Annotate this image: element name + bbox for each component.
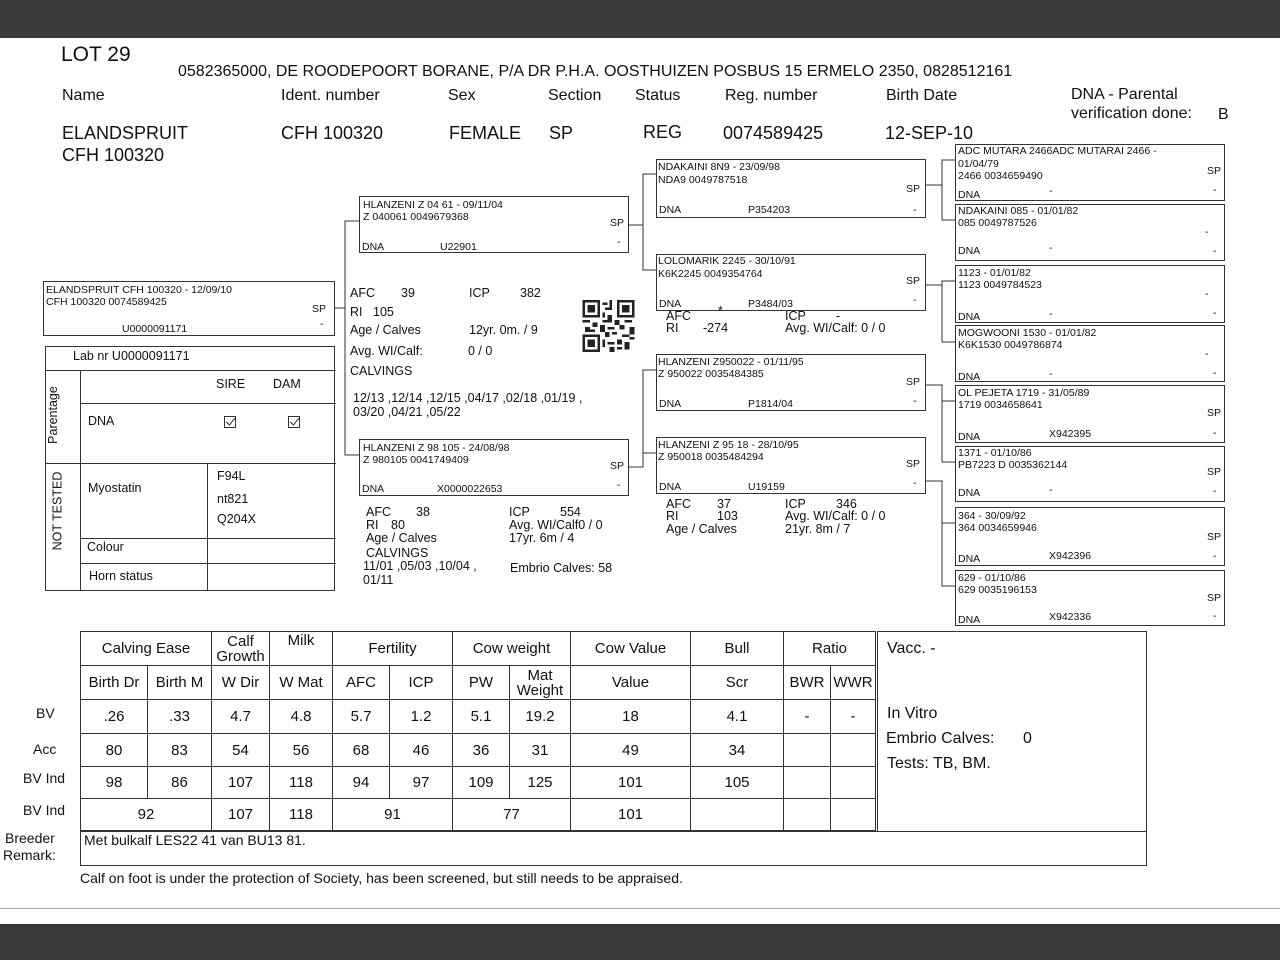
gp2-sp: SP	[906, 275, 921, 287]
dam-line-2: Z 980105 0041749409	[363, 454, 469, 466]
dam-dash: -	[617, 479, 621, 491]
bv-cell: 4.1	[691, 700, 784, 734]
gp1-line-1: NDAKAINI 8N9 - 23/09/98	[658, 161, 780, 173]
dam-cal-1: 11/01 ,05/03 ,10/04 ,	[363, 559, 477, 573]
ggp1-sp: SP	[1207, 165, 1222, 177]
dam-dna-label: DNA	[362, 483, 385, 495]
dam-line-1: HLANZENI Z 98 105 - 24/08/98	[363, 442, 510, 454]
row-label-bv: BV	[36, 705, 55, 721]
ggp6-sp: SP	[1207, 466, 1222, 478]
bvind-cell	[831, 767, 876, 799]
acc-cell	[784, 734, 831, 767]
gp4-ri-l: RI	[666, 509, 679, 523]
gp3-line-2: Z 950022 0035484385	[658, 368, 764, 380]
gp2-dna-label: DNA	[659, 298, 682, 310]
ggp1-line-1: ADC MUTARA 2466ADC MUTARAI 2466 -	[958, 145, 1157, 157]
animal-name-1: ELANDSPRUIT	[62, 123, 189, 143]
dam-dna-value: X0000022653	[437, 483, 503, 495]
animal-section: SP	[549, 123, 574, 143]
ggp3-dna-label: DNA	[958, 311, 981, 323]
ggp6-line-1: 1371 - 01/10/86	[958, 447, 1032, 459]
myostatin-f94l: F94L	[217, 469, 246, 483]
ggp3-dash: -	[1205, 288, 1209, 300]
acc-cell: 34	[691, 734, 784, 767]
gp4-dna-label: DNA	[659, 481, 682, 493]
sire-dna-label: DNA	[362, 241, 385, 253]
animal-name-2: CFH 100320	[62, 145, 165, 165]
ggp8-dna-value: X942336	[1049, 611, 1092, 623]
gp4-icp-l: ICP	[785, 497, 806, 511]
col-name: Name	[62, 87, 105, 104]
horn-label: Horn status	[89, 569, 153, 583]
dam-age-l: Age / Calves	[366, 531, 437, 545]
ggp8-dash: -	[1213, 610, 1217, 622]
acc-cell: 56	[270, 734, 333, 767]
bvind-cell: 86	[148, 767, 212, 799]
ggp7-dna-value: X942396	[1049, 550, 1092, 562]
subj-icp-v: 382	[520, 286, 541, 300]
ggp4-dna-value: -	[1049, 368, 1053, 380]
sub-mat-weight: Mat Weight	[510, 666, 571, 700]
acc-cell	[831, 734, 876, 767]
sub-bwr: BWR	[784, 666, 831, 700]
empty-cell	[831, 799, 876, 831]
subj-age-l: Age / Calves	[350, 323, 421, 337]
acc-cell: 80	[81, 734, 148, 767]
dam-cal-2: 01/11	[363, 573, 394, 587]
bv-ind-row	[81, 767, 876, 799]
bvind-cell: 97	[390, 767, 453, 799]
breeder-line: 0582365000, DE ROODEPOORT BORANE, P/A DR P.H.A. OOSTHUIZEN POSBUS 15 ERMELO 2350, 0828512161	[178, 63, 1013, 80]
subj-afc-l: AFC	[350, 286, 375, 300]
vacc-box	[877, 631, 1147, 832]
bvind-cell: 109	[453, 767, 510, 799]
dam-afc-l: AFC	[366, 505, 391, 519]
grp-cow-weight: Cow weight	[453, 632, 571, 666]
gp1-dna-value: P354203	[748, 204, 791, 216]
sub-wwr: WWR	[831, 666, 876, 700]
col-reg: Reg. number	[725, 87, 818, 104]
ggp3-dash-2: -	[1213, 307, 1217, 319]
myostatin-label: Myostatin	[88, 481, 142, 495]
gp1-dna-label: DNA	[659, 204, 682, 216]
bv-cell: 18	[571, 700, 691, 734]
sub-afc: AFC	[333, 666, 390, 700]
gp3-sp: SP	[906, 376, 921, 388]
sub-birth-dr: Birth Dr	[81, 666, 148, 700]
subj-age-v: 12yr. 0m. / 9	[469, 323, 538, 337]
ggp1-dash: -	[1213, 184, 1217, 196]
myostatin-q204x: Q204X	[217, 512, 256, 526]
dam-icp-l: ICP	[509, 505, 530, 519]
bvind-cell: 98	[81, 767, 148, 799]
parentage-dna-label: DNA	[88, 414, 115, 428]
sire-dna-value: U22901	[440, 241, 477, 253]
gp1-sp: SP	[906, 183, 921, 195]
acc-cell: 54	[212, 734, 270, 767]
ggp8-dna-label: DNA	[958, 614, 981, 626]
dna-verification-value: B	[1218, 106, 1229, 123]
subject-line-2: CFH 100320 0074589425	[46, 296, 167, 308]
ggp2-dash: -	[1205, 226, 1209, 238]
embrio-calves-label: Embrio Calves:	[886, 730, 995, 747]
myostatin-nt821: nt821	[217, 492, 249, 506]
bvind-cell	[784, 767, 831, 799]
ggp6-dash: -	[1213, 485, 1217, 497]
subj-icp-l: ICP	[469, 286, 490, 300]
remark-label-2: Remark:	[3, 847, 56, 863]
bvind2-cell: 118	[270, 799, 333, 831]
gp4-ri-v: 103	[717, 509, 738, 523]
dam-ri-l: RI	[366, 518, 379, 532]
acc-cell: 36	[453, 734, 510, 767]
subj-wi-l: Avg. WI/Calf:	[350, 344, 423, 358]
bvind2-cell: 77	[453, 799, 571, 831]
remark-label-1: Breeder	[5, 830, 55, 846]
gp2-ri-v: -274	[703, 321, 729, 335]
colour-label: Colour	[87, 540, 124, 554]
sub-w-dir: W Dir	[212, 666, 270, 700]
grp-milk: Milk	[270, 632, 333, 666]
animal-status: REG	[643, 122, 683, 142]
subject-line-1: ELANDSPRUIT CFH 100320 - 12/09/10	[46, 284, 232, 296]
gp4-line-2: Z 950018 0035484294	[658, 451, 764, 463]
ggp8-line-2: 629 0035196153	[958, 584, 1037, 596]
col-section: Section	[548, 87, 602, 104]
gp4-sp: SP	[906, 458, 921, 470]
ggp4-line-2: K6K1530 0049786874	[958, 339, 1063, 351]
gp2-afc-v: *	[718, 304, 723, 318]
ggp4-dash-2: -	[1213, 367, 1217, 379]
gp3-dna-label: DNA	[659, 398, 682, 410]
subj-calvings: CALVINGS	[350, 364, 413, 378]
subj-wi-v: 0 / 0	[468, 344, 493, 358]
sub-birth-m: Birth M	[148, 666, 212, 700]
ggp1-line-1b: 01/04/79	[958, 158, 999, 170]
ggp2-dna-label: DNA	[958, 245, 981, 257]
bvind-cell: 107	[212, 767, 270, 799]
sub-pw: PW	[453, 666, 510, 700]
in-vitro-label: In Vitro	[887, 705, 938, 722]
gp2-icp-l: ICP	[785, 309, 806, 323]
sire-line-1: HLANZENI Z 04 61 - 09/11/04	[363, 199, 503, 211]
empty-cell	[691, 799, 784, 831]
gp4-afc-l: AFC	[666, 497, 691, 511]
acc-cell: 31	[510, 734, 571, 767]
grp-ratio: Ratio	[784, 632, 876, 666]
subject-sp: SP	[312, 303, 327, 315]
dam-age-v: 17yr. 6m / 4	[509, 531, 575, 545]
bv-cell: .26	[81, 700, 148, 734]
animal-sex: FEMALE	[449, 123, 522, 143]
col-dna-1: DNA - Parental	[1071, 86, 1178, 103]
gp1-line-2: NDA9 0049787518	[658, 174, 748, 186]
bvind2-cell: 92	[81, 799, 212, 831]
bv-cell: 1.2	[390, 700, 453, 734]
bvind2-cell: 101	[571, 799, 691, 831]
animal-ident: CFH 100320	[281, 123, 384, 143]
bv-cell: 4.7	[212, 700, 270, 734]
sire-dash: -	[617, 236, 621, 248]
ggp7-dash: -	[1213, 550, 1217, 562]
bv-ind-combined-row	[81, 799, 876, 831]
ggp6-dna-value: -	[1049, 484, 1053, 496]
dam-wi: Avg. WI/Calf0 / 0	[509, 518, 603, 532]
gp4-dash: -	[913, 477, 917, 489]
dam-sp: SP	[610, 460, 625, 472]
ggp7-line-2: 364 0034659946	[958, 522, 1037, 534]
gp4-wi: Avg. WI/Calf: 0 / 0	[785, 509, 886, 523]
subj-ri-l: RI	[350, 305, 363, 319]
bvind-cell: 101	[571, 767, 691, 799]
ggp3-line-1: 1123 - 01/01/82	[958, 267, 1031, 279]
ggp7-line-1: 364 - 30/09/92	[958, 510, 1026, 522]
bvind-cell: 105	[691, 767, 784, 799]
ggp8-sp: SP	[1207, 592, 1222, 604]
bvind2-cell: 107	[212, 799, 270, 831]
gp4-icp-v: 346	[836, 497, 857, 511]
bv-cell: 5.7	[333, 700, 390, 734]
tests-label: Tests: TB, BM.	[887, 755, 991, 772]
ggp6-line-2: PB7223 D 0035362144	[958, 459, 1068, 471]
sub-w-mat: W Mat	[270, 666, 333, 700]
row-label-bv-ind-2: BV Ind	[23, 802, 66, 818]
sire-sp: SP	[610, 217, 625, 229]
ggp5-dna-label: DNA	[958, 431, 981, 443]
gp4-age-v: 21yr. 8m / 7	[785, 522, 851, 536]
gp4-afc-v: 37	[717, 497, 731, 511]
dam-icp-v: 554	[560, 505, 581, 519]
sub-value: Value	[571, 666, 691, 700]
subject-dna: U0000091171	[122, 323, 188, 335]
ggp4-dna-label: DNA	[958, 371, 981, 383]
ggp3-dna-value: -	[1049, 308, 1053, 320]
subject-dash: -	[320, 318, 324, 330]
col-ident: Ident. number	[281, 87, 380, 104]
not-tested-label: NOT TESTED	[50, 471, 65, 551]
dam-embrio: Embrio Calves: 58	[510, 561, 613, 575]
ggp2-dna-value: -	[1049, 242, 1053, 254]
grp-calving-ease: Calving Ease	[81, 632, 212, 666]
grp-fertility: Fertility	[333, 632, 453, 666]
subj-cal-1: 12/13 ,12/14 ,12/15 ,04/17 ,02/18 ,01/19 ,	[353, 391, 583, 405]
dam-label: DAM	[273, 377, 301, 391]
ggp5-line-2: 1719 0034658641	[958, 399, 1043, 411]
bv-cell: 5.1	[453, 700, 510, 734]
ggp2-line-1: NDAKAINI 085 - 01/01/82	[958, 205, 1079, 217]
animal-birth: 12-SEP-10	[885, 123, 974, 143]
ggp5-line-1: OL PEJETA 1719 - 31/05/89	[958, 387, 1090, 399]
grp-calf-growth: Calf Growth	[212, 632, 270, 666]
gp2-ri-l: RI	[666, 321, 679, 335]
animal-reg: 0074589425	[723, 123, 824, 143]
gp3-dna-value: P1814/04	[748, 398, 793, 410]
sub-scr: Scr	[691, 666, 784, 700]
acc-cell: 83	[148, 734, 212, 767]
gp2-dash: -	[913, 294, 917, 306]
acc-cell: 49	[571, 734, 691, 767]
ggp8-line-1: 629 - 01/10/86	[958, 572, 1026, 584]
gp1-dash: -	[913, 204, 917, 216]
lab-nr: Lab nr U0000091171	[73, 349, 190, 363]
subj-afc-v: 39	[401, 286, 415, 300]
acc-cell: 46	[390, 734, 453, 767]
vacc-label: Vacc. -	[887, 640, 936, 657]
ggp7-dna-label: DNA	[958, 553, 981, 565]
gp4-age-l: Age / Calves	[666, 522, 737, 536]
sub-icp: ICP	[390, 666, 453, 700]
bv-cell: -	[784, 700, 831, 734]
sire-line-2: Z 040061 0049679368	[363, 211, 469, 223]
sire-label: SIRE	[216, 377, 246, 391]
ggp5-sp: SP	[1207, 407, 1222, 419]
dam-afc-v: 38	[416, 505, 430, 519]
gp3-line-1: HLANZENI Z950022 - 01/11/95	[658, 356, 804, 368]
acc-cell: 68	[333, 734, 390, 767]
gp2-wi: Avg. WI/Calf: 0 / 0	[785, 321, 886, 335]
gp4-dna-value: U19159	[748, 481, 785, 493]
ggp7-sp: SP	[1207, 531, 1222, 543]
grp-bull: Bull	[691, 632, 784, 666]
bvind-cell: 125	[510, 767, 571, 799]
row-label-bv-ind: BV Ind	[23, 770, 66, 786]
ggp1-line-2: 2466 0034659490	[958, 170, 1043, 182]
gp4-line-1: HLANZENI Z 95 18 - 28/10/95	[658, 439, 799, 451]
gp2-icp-v: -	[836, 309, 841, 323]
remark-text: Met bulkalf LES22 41 van BU13 81.	[84, 832, 306, 848]
bv-cell: -	[831, 700, 876, 734]
ggp4-dash: -	[1205, 348, 1209, 360]
ggp5-dna-value: X942395	[1049, 428, 1092, 440]
bvind-cell: 118	[270, 767, 333, 799]
bvind-cell: 94	[333, 767, 390, 799]
empty-cell	[784, 799, 831, 831]
footer-note: Calf on foot is under the protection of Society, has been screened, but still needs to be appraised.	[80, 870, 683, 886]
ggp2-line-2: 085 0049787526	[958, 217, 1037, 229]
ggp2-dash-2: -	[1213, 245, 1217, 257]
gp3-dash: -	[913, 395, 917, 407]
bv-row	[81, 700, 876, 734]
gp2-afc-l: AFC	[666, 309, 691, 323]
bv-cell: .33	[148, 700, 212, 734]
gp2-line-2: K6K2245 0049354764	[658, 268, 763, 280]
dam-calvings: CALVINGS	[366, 546, 429, 560]
ggp3-line-2: 1123 0049784523	[958, 279, 1042, 291]
col-dna-2: verification done:	[1071, 105, 1192, 122]
bv-cell: 4.8	[270, 700, 333, 734]
bv-table	[80, 631, 876, 831]
parentage-label: Parentage	[45, 386, 60, 444]
grp-cow-value: Cow Value	[571, 632, 691, 666]
ggp1-dna-value: -	[1049, 185, 1053, 197]
ggp1-dna-label: DNA	[958, 189, 981, 201]
row-label-acc: Acc	[33, 741, 57, 757]
col-birth: Birth Date	[886, 87, 958, 104]
bv-cell: 19.2	[510, 700, 571, 734]
gp2-dna-value: P3484/03	[748, 298, 793, 310]
dam-ri-v: 80	[391, 518, 405, 532]
ggp4-line-1: MOGWOONI 1530 - 01/01/82	[958, 327, 1097, 339]
remark-box	[80, 831, 1147, 866]
embrio-calves-value: 0	[1023, 730, 1032, 747]
col-sex: Sex	[448, 87, 476, 104]
subj-cal-2: 03/20 ,04/21 ,05/22	[353, 405, 461, 419]
acc-row	[81, 734, 876, 767]
bvind2-cell: 91	[333, 799, 453, 831]
ggp5-dash: -	[1213, 427, 1217, 439]
subj-ri-v: 105	[373, 305, 394, 319]
col-status: Status	[635, 87, 681, 104]
ggp6-dna-label: DNA	[958, 487, 981, 499]
gp2-line-1: LOLOMARIK 2245 - 30/10/91	[658, 255, 796, 267]
lot-number: LOT 29	[61, 43, 131, 66]
